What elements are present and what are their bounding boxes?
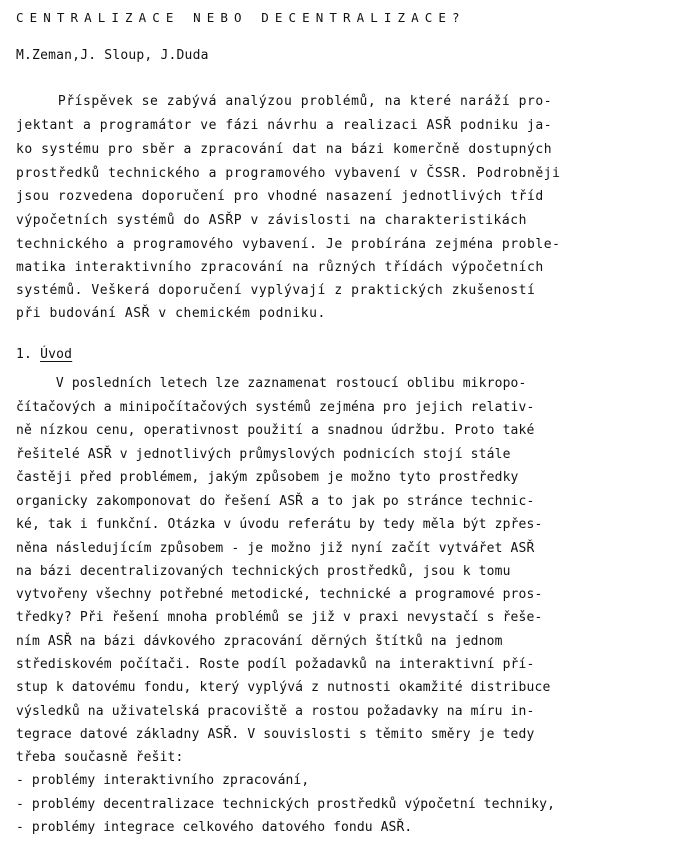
bullet-item: - problémy decentralizace technických prostředků výpočetní techniky, [16,797,556,812]
abstract-line: ko systému pro sběr a zpracování dat na bázi komerčně dostupných [16,142,553,157]
abstract-line: prostředků technického a programového vybavení v ČSSR. Podrobněji [16,166,561,181]
abstract-line: jsou rozvedena doporučení pro vhodné nasazení jednotlivých tříd [16,189,544,204]
body-line: čítačových a minipočítačových systémů zejména pro jejich relativ- [16,400,535,415]
bullet-item: - problémy integrace celkového datového fondu ASŘ. [16,820,413,835]
section-number: 1. [16,347,41,362]
abstract-line: výpočetních systémů do ASŘP v závislosti na charakteristikách [16,213,527,228]
body-line: tředky? Při řešení mnoha problémů se již v praxi nevystačí s řeše- [16,610,543,625]
body-line: V posledních letech lze zaznamenat rostoucí oblibu mikropo- [16,376,527,391]
abstract-line: při budování ASŘ v chemickém podniku. [16,306,326,321]
bullet-item: - problémy interaktivního zpracování, [16,773,310,788]
section-heading [16,347,72,363]
body-line: tegrace datové základny ASŘ. V souvislosti s těmito směry je tedy [16,727,535,742]
abstract-line: systémů. Veškerá doporučení vyplývají z praktických zkušeností [16,283,536,298]
body-line: ně nízkou cenu, operativnost použití a snadnou údržbu. Proto také [16,423,535,438]
body-line: ké, tak i funkční. Otázka v úvodu referátu by tedy měla být zpřes- [16,517,543,532]
body-line: třeba současně řešit: [16,750,184,765]
abstract-line: Příspěvek se zabývá analýzou problémů, na které naráží pro- [16,94,553,109]
document-authors: M.Zeman,J. Sloup, J.Duda [16,48,209,63]
body-line: vytvořeny všechny potřebné metodické, technické a programové pros- [16,587,543,602]
body-line: něna následujícím způsobem - je možno již nyní začít vytvářet ASŘ [16,541,535,556]
abstract-line: technického a programového vybavení. Je probírána zejména proble- [16,237,561,252]
section-title: Úvod [40,347,73,362]
body-line: stup k datovému fondu, který vyplývá z nutnosti okamžité distribuce [16,680,551,695]
body-line: výsledků na uživatelská pracoviště a rostou požadavky na míru in- [16,704,535,719]
abstract-line: jektant a programátor ve fázi návrhu a realizaci ASŘ podniku ja- [16,118,553,133]
abstract-line: matika interaktivního zpracování na různých třídách výpočetních [16,260,544,275]
body-line: organicky zakomponovat do řešení ASŘ a to jak po stránce technic- [16,494,535,509]
document-title: CENTRALIZACE NEBO DECENTRALIZACE? [16,10,466,25]
body-line: řešitelé ASŘ v jednotlivých průmyslových podnicích stojí stále [16,447,511,462]
body-line: střediskovém počítači. Roste podíl požadavků na interaktivní pří- [16,657,535,672]
body-line: častěji před problémem, jakým způsobem je možno tyto prostředky [16,470,519,485]
body-line: ním ASŘ na bázi dávkového zpracování děrných štítků na jednom [16,634,503,649]
body-line: na bázi decentralizovaných technických prostředků, jsou k tomu [16,564,511,579]
